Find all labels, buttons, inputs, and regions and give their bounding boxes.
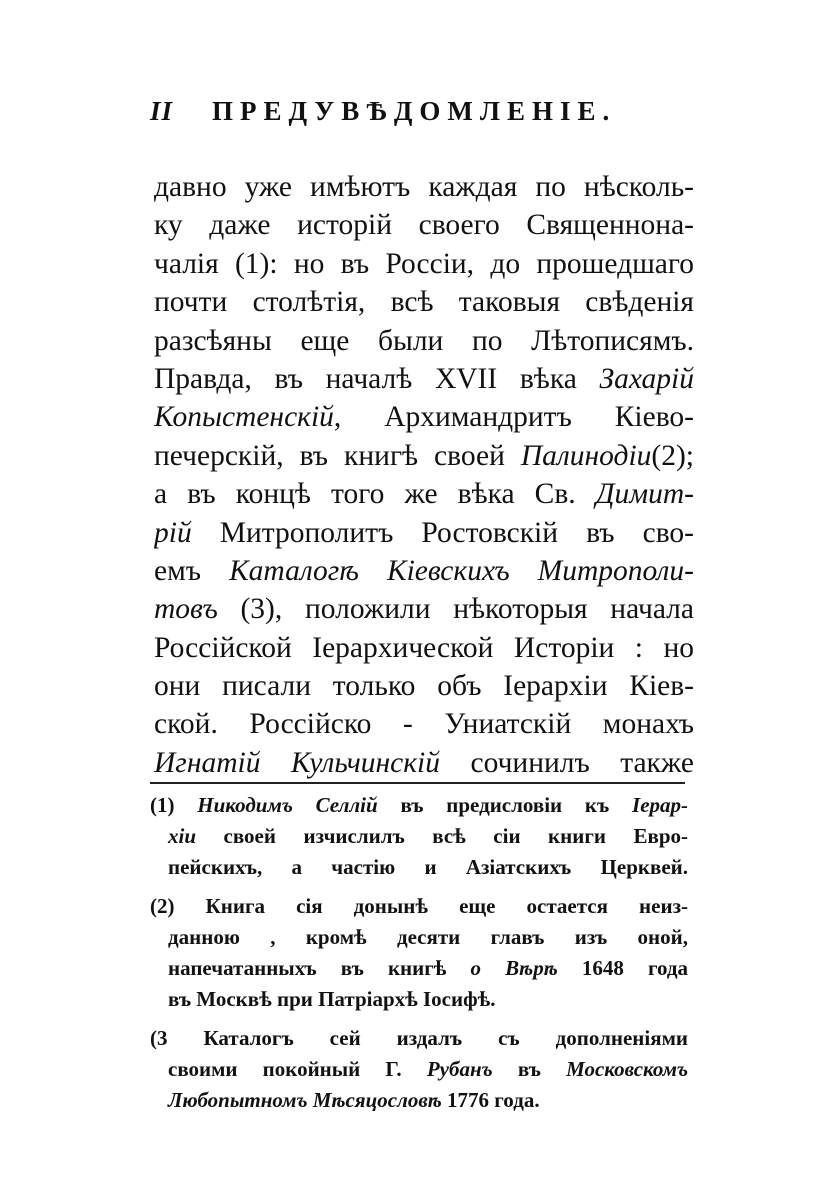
italic-title: хіи (168, 824, 197, 848)
footnote-line (150, 821, 688, 852)
italic-title: Каталогѣ Кіевскихъ Митрополи- (229, 554, 694, 587)
text-line (154, 398, 694, 436)
text-line (154, 360, 694, 398)
text-segment: Митрополитъ Ростовскій въ сво- (191, 516, 694, 549)
main-text (154, 168, 694, 782)
text-line: почти столѣтія, всѣ таковыя свѣденія (154, 286, 694, 319)
italic-title: Любопытномъ Мѣсяцословѣ (168, 1088, 442, 1112)
italic-name: Игнатій Кульчинскій (154, 746, 441, 779)
italic-name: Захарій (599, 362, 694, 395)
footnote-line: въ Москвѣ при Патріархѣ Іосифѣ. (168, 987, 496, 1011)
italic-name: Димит- (595, 478, 694, 511)
italic-title: товъ (154, 593, 218, 626)
text-segment: 1648 года (581, 956, 688, 980)
text-line (154, 475, 694, 513)
footnote-line: данною , кромѣ десяти главъ изъ оной, (168, 925, 688, 949)
footnote-divider (150, 782, 685, 784)
text-line: разсѣяны еще были по Лѣтописямъ. (154, 324, 694, 357)
footnote-2 (150, 891, 688, 1015)
footnote-marker: (1) (150, 793, 175, 817)
text-segment: печерскій, въ книгѣ своей (154, 439, 505, 472)
text-segment: 1776 года. (447, 1088, 540, 1112)
italic-name: Копыстенскій (154, 401, 334, 434)
text-segment: въ (517, 1057, 541, 1081)
text-line: они писали только объ Іерархіи Кіев- (154, 670, 694, 703)
text-line (154, 744, 694, 782)
italic-title: Іерар- (632, 793, 688, 817)
text-line: чалія (1): но въ Россіи, до прошедшаго (154, 247, 694, 280)
page-title: ПРЕДУВѢДОМЛЕНІЕ. (212, 96, 617, 126)
footnote-3 (150, 1023, 688, 1116)
text-line (154, 437, 694, 475)
footnote-line: (2) Книга сія донынѣ еще остается неиз- (150, 894, 688, 918)
italic-title: Московскомъ (566, 1057, 688, 1081)
footnotes (150, 790, 688, 1124)
italic-name: Никодимъ Селлій (197, 793, 378, 817)
text-segment: своей изчислилъ всѣ сіи книги Евро- (223, 824, 688, 848)
text-segment: въ предисловіи къ (400, 793, 610, 817)
text-segment: , Архимандритъ Кіево- (333, 401, 694, 434)
text-line (154, 514, 694, 552)
text-line (154, 590, 694, 628)
text-segment: сочинилъ также (440, 746, 694, 779)
footnote-line: (3 Каталогъ сей издалъ съ дополненіями (150, 1026, 688, 1050)
italic-name: Рубанъ (426, 1057, 493, 1081)
text-segment: напечатанныхъ въ книгѣ (168, 956, 447, 980)
italic-title: Палинодіи (520, 439, 652, 472)
italic-name: рій (154, 516, 192, 549)
footnote-line (150, 790, 688, 821)
text-segment: Правда, въ началѣ XVII вѣка (154, 362, 577, 395)
text-segment: (3), положили нѣкоторыя начала (217, 593, 694, 626)
text-segment: а въ концѣ того же вѣка Св. (154, 478, 576, 511)
footnote-line (150, 1054, 688, 1085)
footnote-line (150, 953, 688, 984)
text-line: давно уже имѣютъ каждая по нѣсколь- (154, 171, 694, 203)
running-header (150, 96, 690, 127)
text-segment: емъ (154, 554, 202, 587)
text-line: Россійской Іерархической Исторіи : но (154, 631, 694, 664)
italic-title: о Вѣрѣ (470, 956, 558, 980)
text-segment: своими покойный Г. (168, 1057, 402, 1081)
text-line: ской. Россійско - Униатскій монахъ (154, 708, 694, 741)
footnote-line: пейскихъ, а частію и Азіатскихъ Церквей. (168, 855, 688, 879)
text-line (154, 552, 694, 590)
text-line: ку даже исторій своего Священнона- (154, 209, 694, 242)
text-segment: (2); (651, 439, 694, 472)
footnote-1 (150, 790, 688, 883)
page-number: II (150, 96, 174, 126)
footnote-line (150, 1085, 688, 1116)
